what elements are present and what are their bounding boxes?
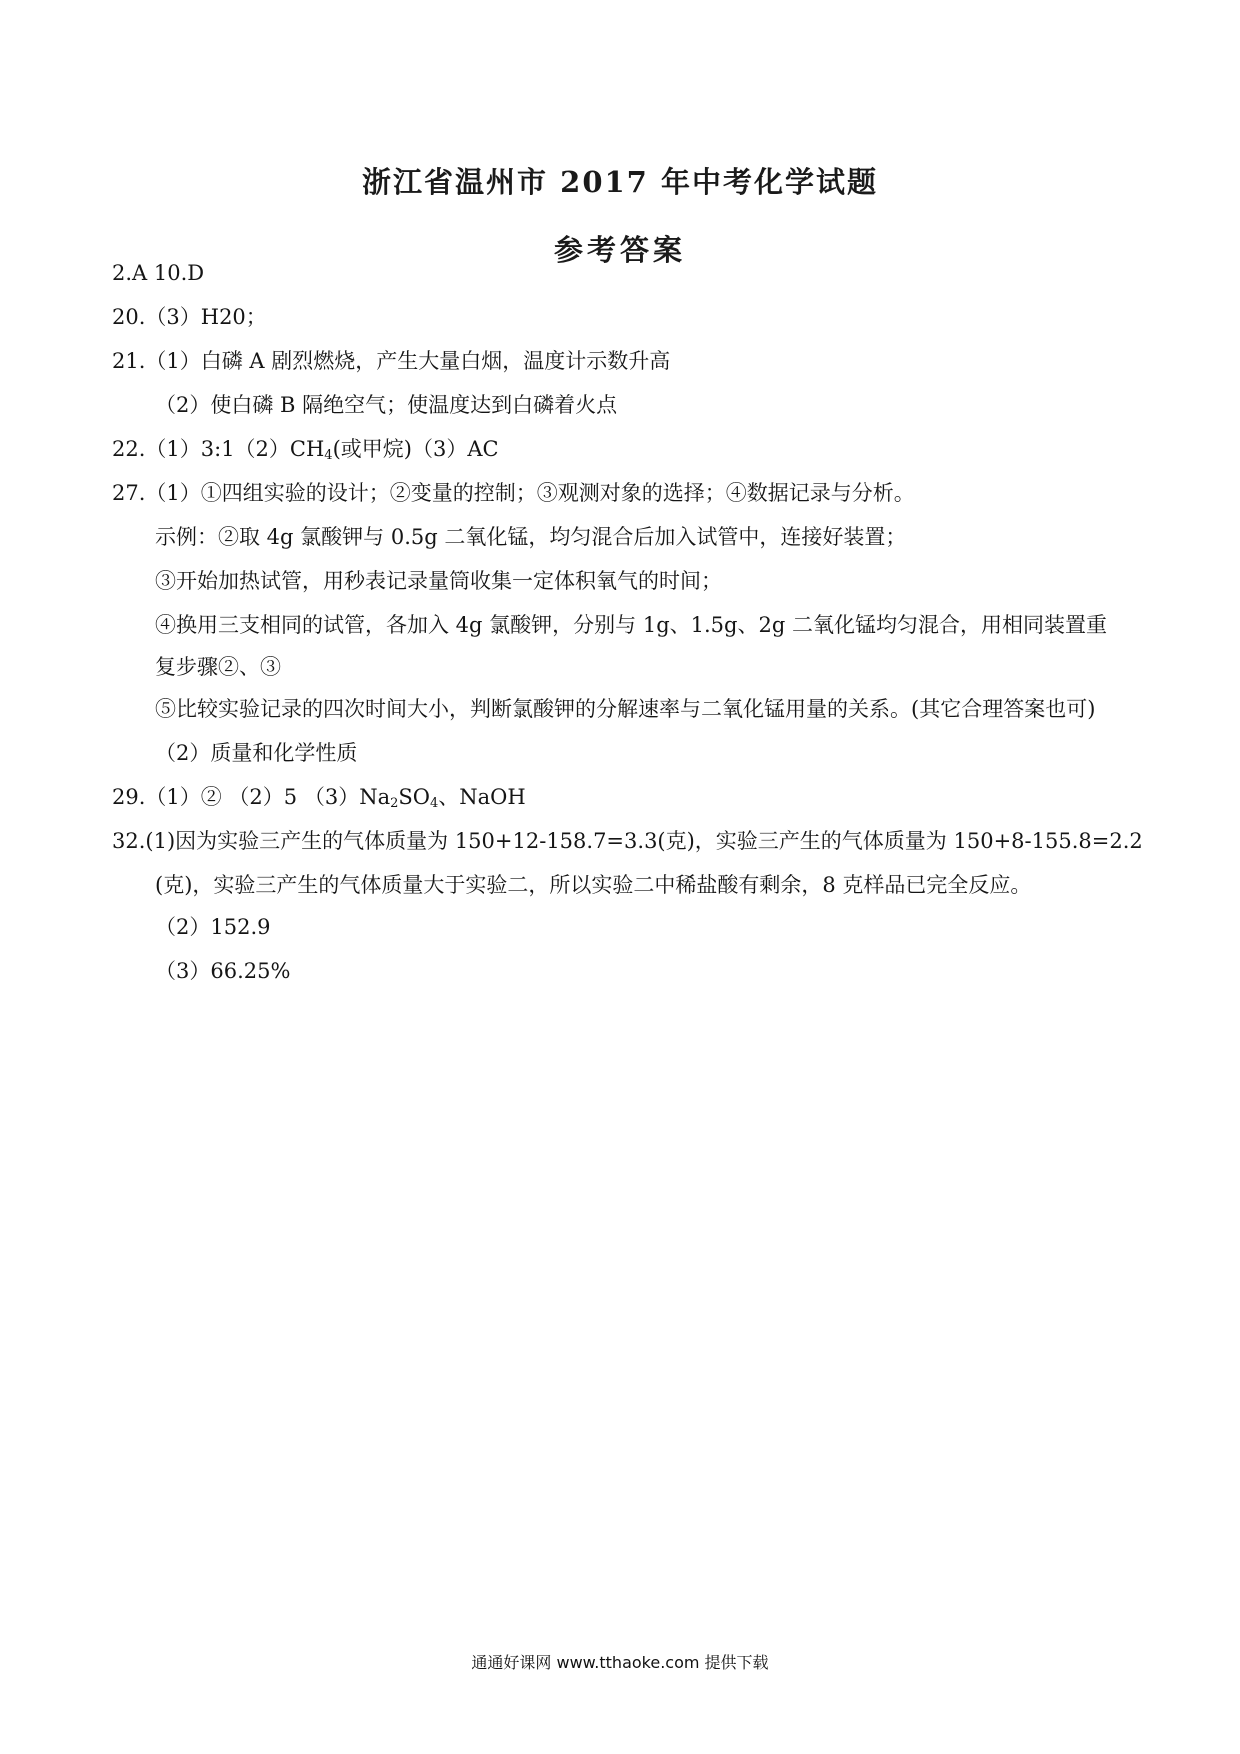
answer-line: ③开始加热试管，用秒表记录量筒收集一定体积氧气的时间； bbox=[155, 569, 722, 593]
answer-line: ④换用三支相同的试管，各加入 4g 氯酸钾，分别与 1g、1.5g、2g 二氧化锰均匀混合，用相同装置重 bbox=[155, 613, 1107, 637]
answer-line: （2）使白磷 B 隔绝空气；使温度达到白磷着火点 bbox=[155, 393, 618, 417]
answer-line bbox=[112, 434, 499, 471]
answer-line: （2）质量和化学性质 bbox=[155, 741, 358, 765]
answer-text: 、NaOH bbox=[438, 785, 526, 809]
answer-text: 29.（1）② （2）5 （3）Na bbox=[112, 785, 391, 809]
document-subtitle: 参考答案 bbox=[553, 233, 686, 267]
answer-line: 示例：②取 4g 氯酸钾与 0.5g 二氧化锰，均匀混合后加入试管中，连接好装置； bbox=[155, 525, 907, 549]
answer-line bbox=[112, 782, 526, 819]
answer-line: (克)，实验三产生的气体质量大于实验二，所以实验二中稀盐酸有剩余，8 克样品已完全反应。 bbox=[155, 873, 1032, 897]
answer-text: 22.（1）3:1（2）CH bbox=[112, 437, 325, 461]
subscript: 2 bbox=[390, 796, 399, 811]
answer-line: 21.（1）白磷 A 剧烈燃烧，产生大量白烟，温度计示数升高 bbox=[112, 349, 671, 373]
answer-line: ⑤比较实验记录的四次时间大小，判断氯酸钾的分解速率与二氧化锰用量的关系。(其它合理答案也可) bbox=[155, 697, 1096, 721]
answer-text: SO bbox=[398, 785, 430, 809]
answer-line: 20.（3）H20； bbox=[112, 305, 267, 329]
answer-line: （2）152.9 bbox=[155, 915, 271, 939]
subscript: 4 bbox=[324, 448, 333, 463]
answer-text: (或甲烷)（3）AC bbox=[332, 437, 499, 461]
document-title: 浙江省温州市 2017 年中考化学试题 bbox=[362, 165, 878, 199]
answer-line: 复步骤②、③ bbox=[155, 655, 281, 679]
footer-source-note: 通通好课网 www.tthaoke.com 提供下载 bbox=[471, 1653, 769, 1672]
subscript: 4 bbox=[429, 796, 439, 811]
answer-line: 32.(1)因为实验三产生的气体质量为 150+12-158.7=3.3(克)，实验三产生的气体质量为 150+8-155.8=2.2 bbox=[112, 829, 1143, 853]
answer-line: 27.（1）①四组实验的设计；②变量的控制；③观测对象的选择；④数据记录与分析。 bbox=[112, 481, 915, 505]
answer-line: （3）66.25% bbox=[155, 959, 291, 983]
answer-line: 2.A 10.D bbox=[112, 261, 205, 285]
